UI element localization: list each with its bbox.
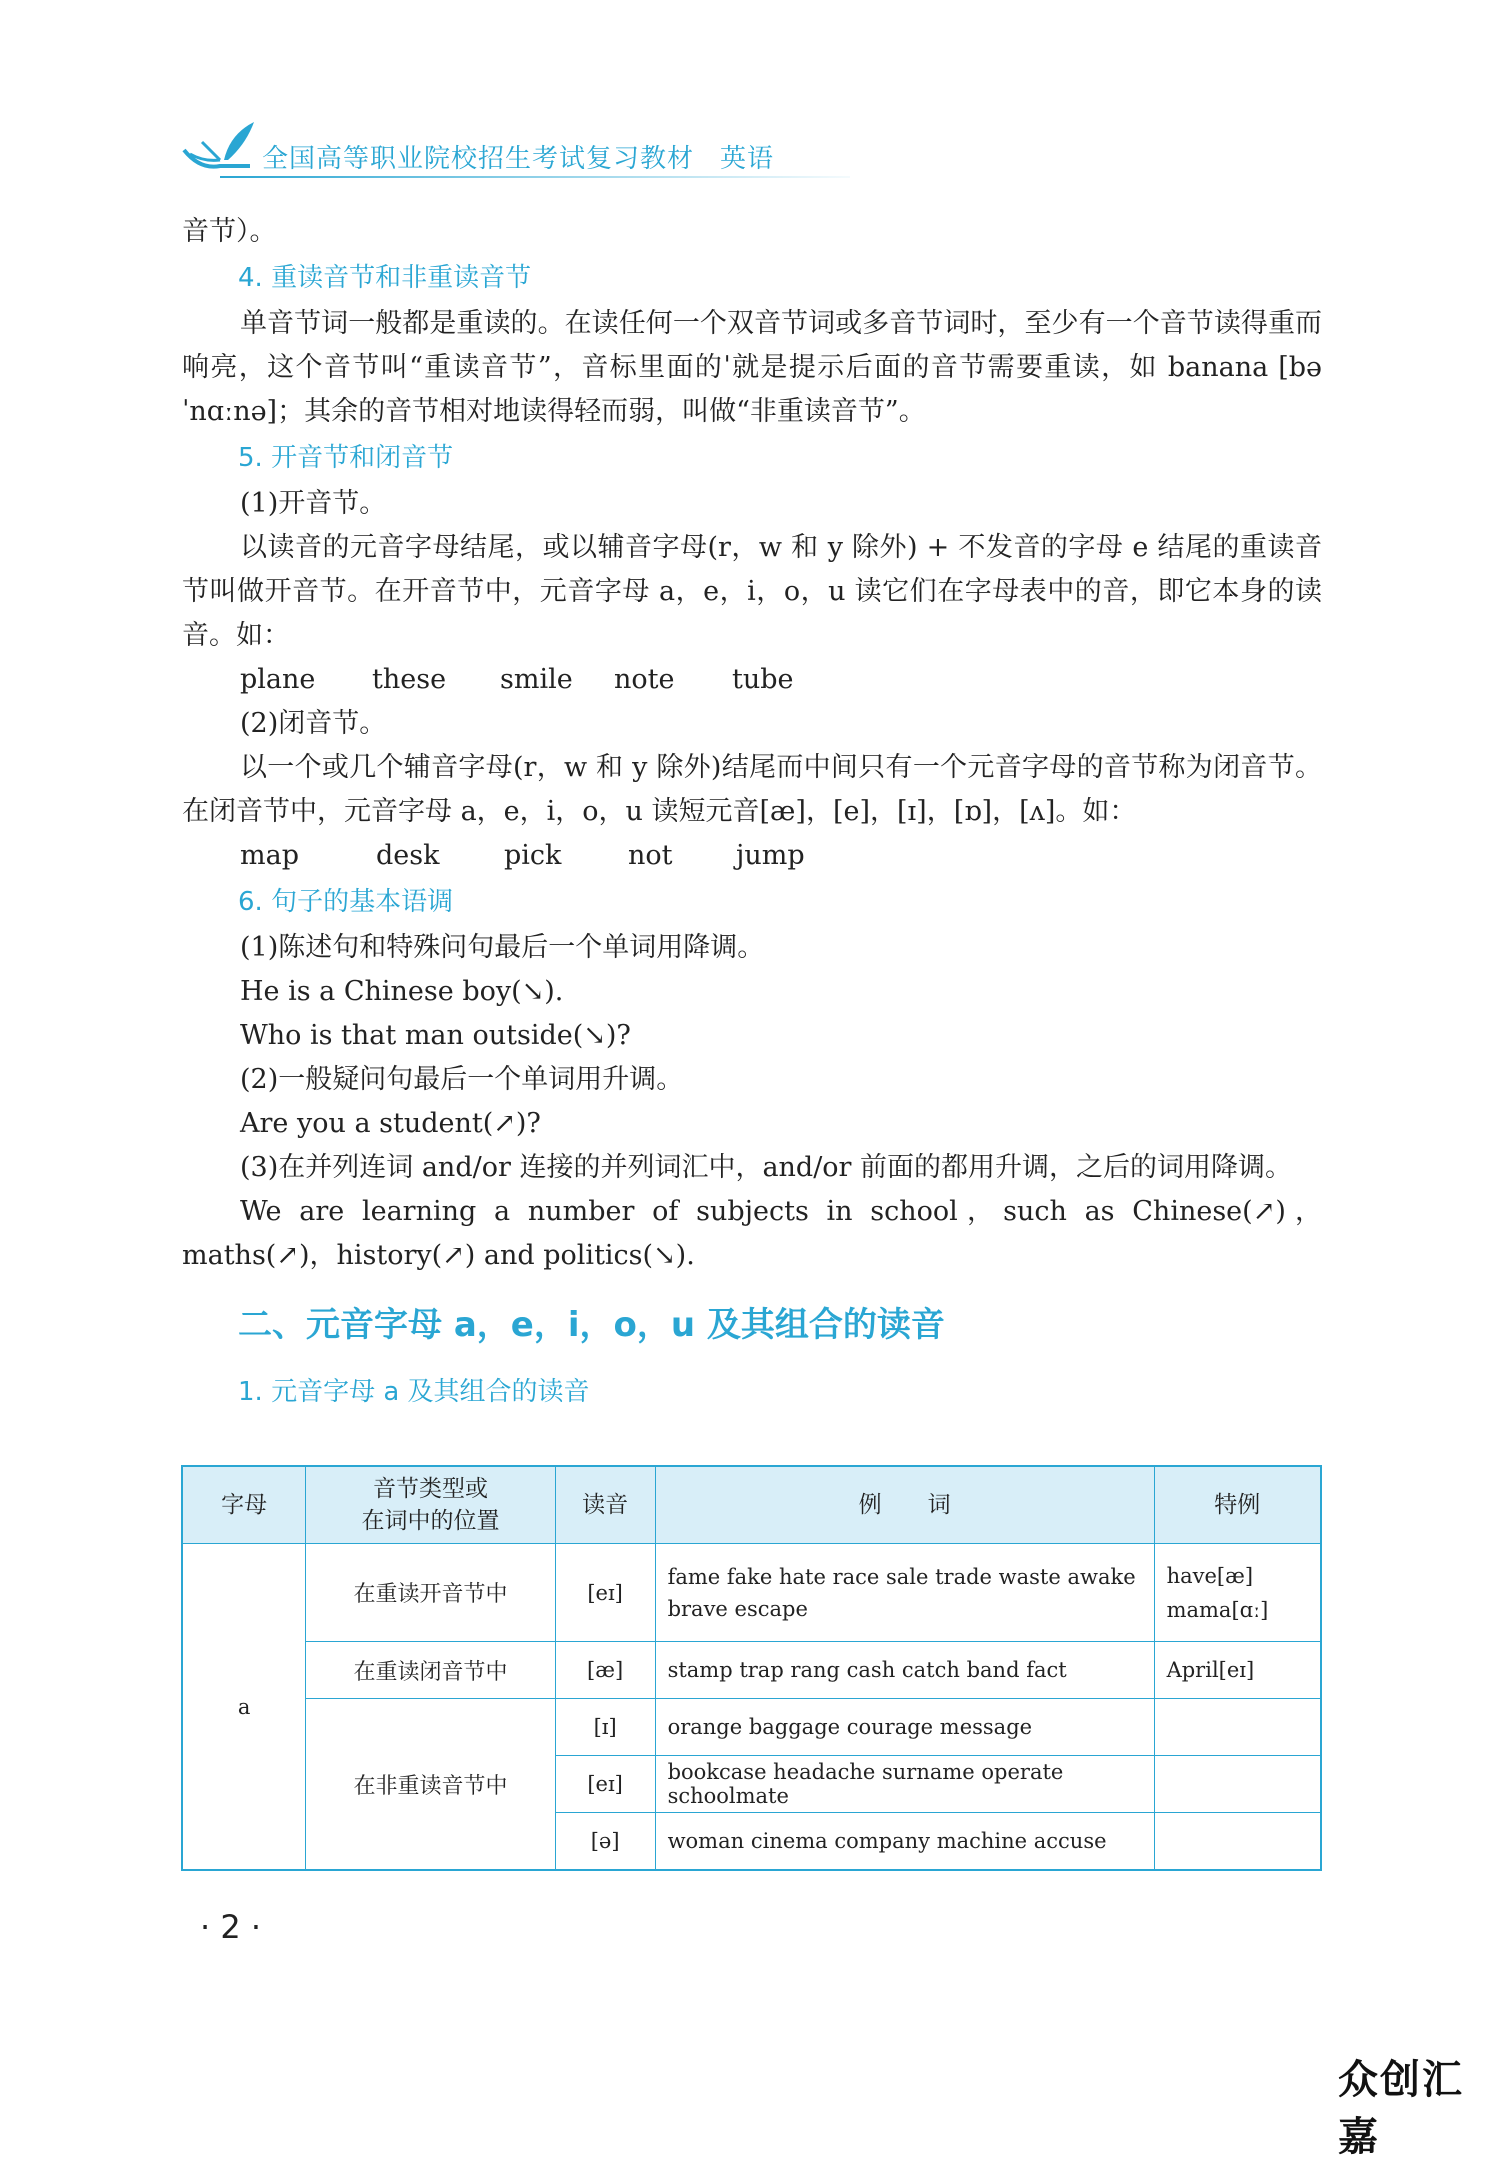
example-word: jump — [736, 840, 805, 871]
subheading-letter-a: 1. 元音字母 a 及其组合的读音 — [238, 1377, 590, 1407]
letter-cell: a — [182, 1544, 306, 1871]
example-word: not — [628, 840, 673, 871]
intro-tail: 音节）。 — [182, 216, 277, 247]
sound-cell: [ə] — [555, 1813, 655, 1871]
table-row — [182, 1642, 1321, 1699]
example-word: tube — [732, 664, 794, 695]
position-cell: 在重读开音节中 — [306, 1544, 555, 1642]
example-word: note — [614, 664, 675, 695]
closed-syllable-words — [182, 834, 1322, 878]
header-special: 特例 — [1154, 1466, 1321, 1544]
header-letter: 字母 — [182, 1466, 306, 1544]
table-header-row — [182, 1466, 1321, 1544]
special-item: have[æ] — [1166, 1563, 1254, 1588]
heading-intonation: 6. 句子的基本语调 — [238, 887, 454, 917]
examples-cell: woman cinema company machine accuse — [655, 1813, 1154, 1871]
intonation-rule-3: (3)在并列连词 and/or 连接的并列词汇中，and/or 前面的都用升调，之后的词用降调。 — [240, 1152, 1293, 1183]
sound-cell: [ɪ] — [555, 1699, 655, 1756]
table-row — [182, 1544, 1321, 1642]
open-syllable-words — [182, 658, 1322, 702]
header-examples: 例 词 — [655, 1466, 1154, 1544]
special-cell — [1154, 1544, 1321, 1642]
page-number: · 2 · — [200, 1908, 262, 1946]
subject-label: 英语 — [720, 144, 775, 174]
header-position-line1: 音节类型或 — [372, 1476, 488, 1502]
example-word: these — [372, 664, 447, 695]
book-quill-logo — [180, 120, 260, 180]
header-position-line2: 在词中的位置 — [361, 1508, 500, 1534]
heading-open-closed-syllables: 5. 开音节和闭音节 — [238, 443, 454, 473]
pronunciation-table — [181, 1465, 1322, 1871]
position-cell: 在重读闭音节中 — [306, 1642, 555, 1699]
closed-syllable-label: (2)闭音节。 — [240, 708, 387, 739]
example-word: pick — [504, 840, 562, 871]
examples-cell: bookcase headache surname operate schoolmate — [655, 1756, 1154, 1813]
position-cell: 在非重读音节中 — [306, 1699, 555, 1871]
special-cell — [1154, 1813, 1321, 1871]
page-header — [180, 120, 850, 182]
intonation-example-3: Are you a student(↗)? — [240, 1108, 541, 1139]
header-position — [306, 1466, 555, 1544]
example-word: map — [240, 840, 299, 871]
heading-stressed-syllables: 4. 重读音节和非重读音节 — [238, 263, 532, 293]
intonation-example-4: We are learning a number of subjects in school，such as Chinese(↗)，maths(↗)，history(↗) and politics(↘). — [182, 1196, 1322, 1271]
examples-cell: fame fake hate race sale trade waste awake brave escape — [655, 1544, 1154, 1642]
intonation-example-2: Who is that man outside(↘)? — [240, 1020, 631, 1051]
special-cell — [1154, 1756, 1321, 1813]
examples-cell: orange baggage courage message — [655, 1699, 1154, 1756]
paragraph-stressed-syllables: 单音节词一般都是重读的。在读任何一个双音节词或多音节词时，至少有一个音节读得重而响亮，这个音节叫“重读音节”，音标里面的ˈ就是提示后面的音节需要重读，如 banana [bəˈnɑːnə]；其余的音节相对地读得轻而弱，叫做“非重读音节”。 — [182, 308, 1322, 427]
example-word: plane — [240, 664, 316, 695]
special-cell — [1154, 1699, 1321, 1756]
intonation-example-1: He is a Chinese boy(↘). — [240, 976, 564, 1007]
main-content — [182, 210, 1322, 1440]
header-rule — [220, 176, 850, 178]
intonation-rule-1: (1)陈述句和特殊问句最后一个单词用降调。 — [240, 932, 765, 963]
open-syllable-text: 以读音的元音字母结尾，或以辅音字母(r，w 和 y 除外) + 不发音的字母 e 结尾的重读音节叫做开音节。在开音节中，元音字母 a，e，i，o，u 读它们在字母表中的音，即它本身的读音。如： — [182, 532, 1322, 651]
example-word: desk — [376, 840, 440, 871]
section-heading-vowels: 二、元音字母 a，e，i，o，u 及其组合的读音 — [238, 1305, 945, 1345]
watermark: 众创汇嘉 — [1338, 2057, 1464, 2160]
open-syllable-label: (1)开音节。 — [240, 488, 387, 519]
closed-syllable-text: 以一个或几个辅音字母(r，w 和 y 除外)结尾而中间只有一个元音字母的音节称为闭音节。在闭音节中，元音字母 a，e，i，o，u 读短元音[æ]，[e]，[ɪ]，[ɒ]，[ʌ]。如： — [182, 752, 1322, 827]
header-title — [262, 138, 774, 175]
table-row — [182, 1699, 1321, 1756]
examples-cell: stamp trap rang cash catch band fact — [655, 1642, 1154, 1699]
header-sound: 读音 — [555, 1466, 655, 1544]
intonation-rule-2: (2)一般疑问句最后一个单词用升调。 — [240, 1064, 684, 1095]
sound-cell: [æ] — [555, 1642, 655, 1699]
special-cell: April[eɪ] — [1154, 1642, 1321, 1699]
book-title: 全国高等职业院校招生考试复习教材 — [262, 144, 695, 174]
sound-cell: [eɪ] — [555, 1544, 655, 1642]
sound-cell: [eɪ] — [555, 1756, 655, 1813]
example-word: smile — [500, 664, 573, 695]
special-item: mama[ɑː] — [1166, 1597, 1269, 1622]
